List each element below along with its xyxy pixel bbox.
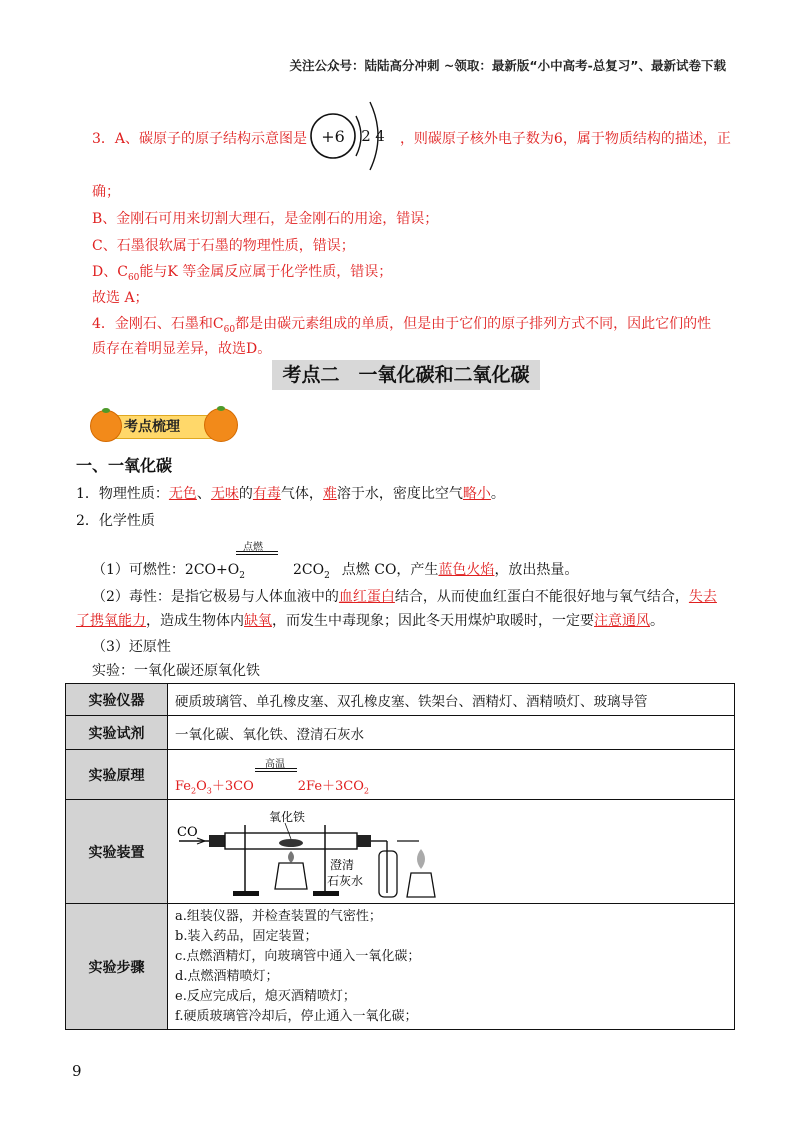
flame-icon (288, 851, 294, 863)
equation-line-top (255, 768, 297, 769)
table-head-principle: 实验原理 (66, 750, 168, 800)
text: 、 (196, 486, 211, 502)
answer-c: C、石墨很软属于石墨的物理性质，错误； (92, 238, 355, 254)
text: 。 (650, 613, 664, 629)
answer-blank: 难 (322, 486, 337, 502)
table-head-reagents: 实验试剂 (66, 716, 168, 750)
table-cell-principle (168, 750, 735, 800)
answer-blank: 略小 (462, 486, 491, 502)
text: 结合，从而使血红蛋白不能很好地与氧气结合， (394, 589, 689, 605)
section-title: 考点二 一氧化碳和二氧化碳 (272, 360, 540, 390)
answer-blank: 注意通风 (594, 613, 650, 629)
reduction-title: （3）还原性 (92, 639, 171, 655)
combustion-line (92, 559, 578, 581)
table-cell-apparatus: 硬质玻璃管、单孔橡皮塞、双孔橡皮塞、铁架台、酒精灯、酒精喷灯、玻璃导管 (168, 684, 735, 716)
answer-q3-cont: 确； (92, 184, 120, 200)
table-head-apparatus: 实验仪器 (66, 684, 168, 716)
subscript: 2 (324, 570, 330, 581)
badge-label: 考点梳理 (124, 419, 180, 435)
nucleus-charge: +6 (321, 127, 345, 146)
step-item: c.点燃酒精灯，向玻璃管中通入一氧化碳； (175, 948, 421, 964)
text: 1．物理性质： (76, 486, 169, 502)
table-cell-apparatus-setup (168, 800, 735, 904)
answer-blank: 无色 (168, 486, 197, 502)
step-item: a.组装仪器，并检查装置的气密性； (175, 908, 382, 924)
iron-oxide-label: 氧化铁 (269, 809, 306, 824)
text: 。 (490, 486, 505, 502)
limewater-label-1: 澄清 (330, 857, 355, 872)
answer-q3-line (92, 128, 731, 148)
answer-b: B、金刚石可用来切割大理石，是金刚石的用途，错误； (92, 211, 439, 227)
answer-blank: 血红蛋白 (338, 589, 395, 605)
table-row (66, 800, 735, 904)
table-row (66, 904, 735, 1030)
carbon-atom-diagram (300, 96, 390, 176)
q3-prefix: 3．A、碳原子的原子结构示意图是 (92, 131, 308, 147)
answer-q4-cont: 质存在着明显差异，故选D。 (92, 341, 272, 357)
step-item: f.硬质玻璃管冷却后，停止通入一氧化碳； (175, 1008, 418, 1024)
answer-blank: 有毒 (252, 486, 281, 502)
answer-q4 (92, 313, 711, 335)
flame-icon (417, 849, 425, 869)
answer-d (92, 261, 392, 283)
q3-suffix: ，则碳原子核外电子数为6，属于物质结构的描述，正 (399, 131, 731, 147)
toxicity-line-2 (76, 610, 664, 630)
reaction-condition: 高温 (265, 758, 285, 770)
answer-blank: 了携氧能力 (76, 613, 146, 629)
combustion-condition: 点燃 (243, 542, 263, 553)
answer-d-post: 能与K 等金属反应属于化学性质，错误； (139, 264, 393, 280)
reaction-equation (175, 775, 369, 796)
text: 溶于水，密度比空气 (336, 486, 463, 502)
alcohol-blast-lamp (275, 863, 307, 889)
answer-q4-pre: 4．金刚石、石墨和C (92, 316, 224, 332)
answer-d-sub: 60 (127, 272, 140, 283)
topic-badge (90, 406, 240, 444)
equation-lhs: （1）可燃性：2CO+O (92, 562, 240, 578)
shell-2-electrons: 4 (375, 127, 385, 145)
answer-d-pre: D、C (92, 264, 128, 280)
test-tube (379, 851, 397, 897)
physical-properties (76, 483, 505, 503)
heading-carbon-monoxide: 一、一氧化碳 (76, 456, 173, 475)
limewater-label-2: 石灰水 (327, 873, 364, 888)
toxicity-line-1 (92, 586, 717, 606)
table-cell-reagents: 一氧化碳、氧化铁、澄清石灰水 (168, 716, 735, 750)
subscript: 2 (191, 786, 197, 796)
answer-blank: 失去 (688, 589, 717, 605)
label-pointer (285, 823, 291, 839)
answer-blank: 蓝色火焰 (438, 562, 495, 578)
text: 点燃 CO，产生 (341, 562, 439, 578)
rubber-stopper (209, 835, 225, 847)
table-row (66, 684, 735, 716)
table-head-steps: 实验步骤 (66, 904, 168, 1030)
answer-choose: 故选 A； (92, 290, 149, 306)
text: 2Fe＋3CO (297, 778, 364, 794)
text: ，放出热量。 (494, 562, 579, 578)
text: ＋3CO (211, 778, 254, 794)
equation-line-bottom (255, 771, 297, 772)
orange-right-icon (204, 408, 238, 442)
orange-left-icon (90, 410, 122, 442)
answer-blank: 无味 (210, 486, 239, 502)
page-number: 9 (72, 1062, 82, 1080)
shell-1-electrons: 2 (361, 127, 371, 145)
subscript: 3 (206, 786, 212, 796)
leaf-icon (102, 408, 110, 413)
alcohol-lamp (407, 873, 435, 897)
experiment-title: 实验：一氧化碳还原氧化铁 (92, 663, 260, 679)
rubber-stopper (357, 835, 371, 847)
subscript: 2 (363, 786, 370, 796)
table-head-apparatus-setup: 实验装置 (66, 800, 168, 904)
apparatus-diagram (175, 803, 445, 901)
answer-q4-sub: 60 (223, 324, 236, 335)
subscript: 2 (239, 570, 245, 581)
equation-line-bottom (236, 554, 278, 555)
co-label: CO (177, 824, 198, 840)
chemical-properties-title: 2．化学性质 (76, 513, 155, 529)
step-item: d.点燃酒精喷灯； (175, 968, 279, 984)
step-item: e.反应完成后，熄灭酒精喷灯； (175, 988, 356, 1004)
equation-rhs: 2CO (292, 562, 325, 578)
table-row (66, 716, 735, 750)
answer-blank: 缺氧 (244, 613, 272, 629)
text: ，而发生中毒现象；因此冬天用煤炉取暖时，一定要 (272, 613, 594, 629)
equation-line-top (236, 551, 278, 552)
text: 气体， (280, 486, 323, 502)
table-cell-steps (168, 904, 735, 1030)
leaf-icon (217, 406, 225, 411)
iron-oxide-sample (279, 839, 303, 847)
text: （2）毒性：是指它极易与人体血液中的 (92, 589, 339, 605)
text: 的 (238, 486, 253, 502)
text: O (196, 778, 207, 794)
step-item: b.装入药品，固定装置； (175, 928, 318, 944)
stand-base (233, 891, 259, 896)
experiment-table (65, 683, 735, 1030)
answer-q4-post: 都是由碳元素组成的单质，但是由于它们的原子排列方式不同，因此它们的性 (235, 316, 712, 332)
table-row (66, 750, 735, 800)
page-header: 关注公众号：陆陆高分冲刺 ~领取：最新版“小中高考-总复习”、最新试卷下载 (289, 58, 726, 73)
stand-base (313, 891, 339, 896)
text: Fe (175, 778, 192, 794)
text: ，造成生物体内 (146, 613, 244, 629)
